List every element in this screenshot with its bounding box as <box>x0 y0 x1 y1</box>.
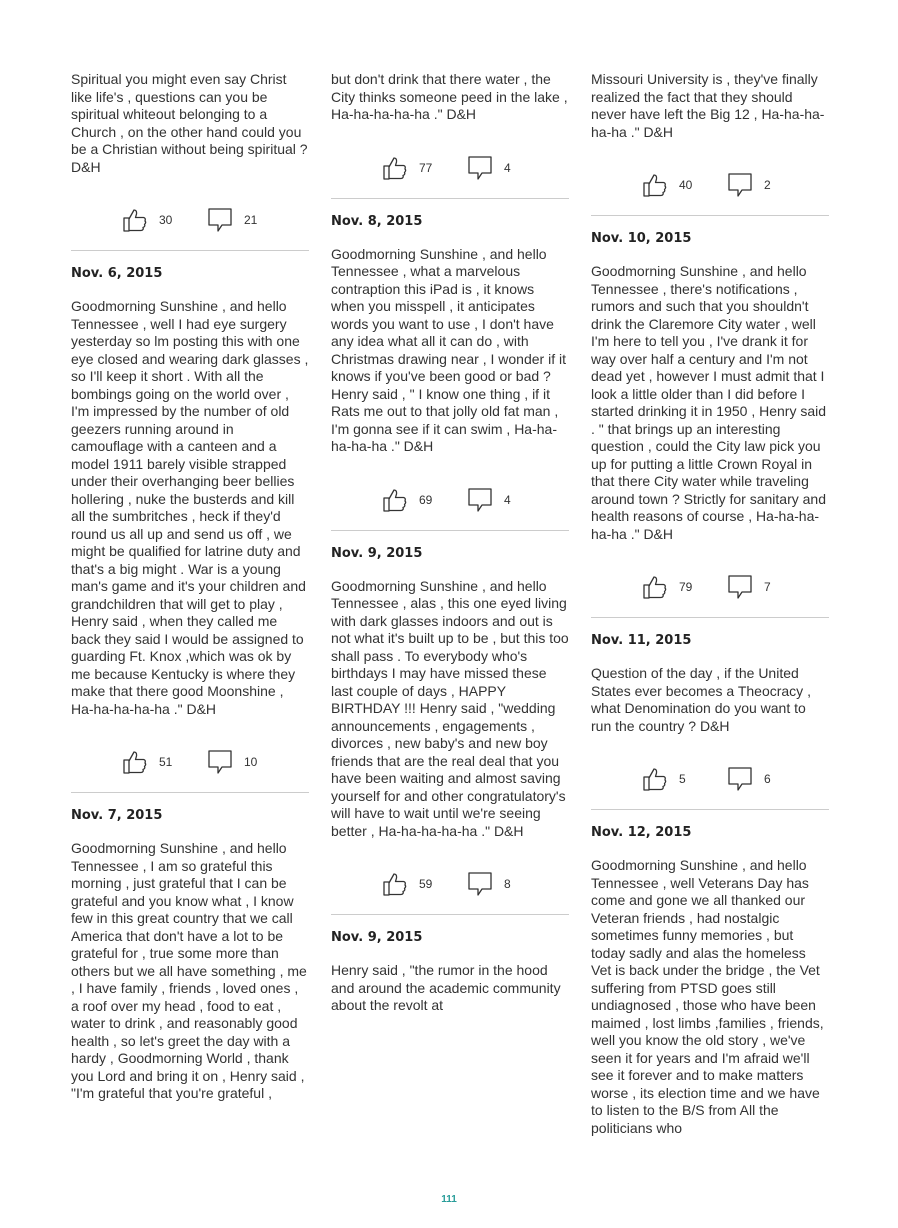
post-text: Henry said , "the rumor in the hood and around the academic community about the revolt at <box>331 962 561 1013</box>
post-date: Nov. 10, 2015 <box>591 231 692 246</box>
post-date: Nov. 12, 2015 <box>591 825 692 840</box>
like-count: 5 <box>679 772 686 786</box>
comment-count: 4 <box>504 492 511 507</box>
reaction-bar <box>591 765 829 810</box>
thumbs-up-icon <box>382 487 408 513</box>
thumbs-up-icon <box>382 871 408 897</box>
comment-count: 10 <box>244 755 258 769</box>
post-text: Goodmorning Sunshine , and hello Tennessee , I am so grateful this morning , just grateful that I can be grateful and you know what , I know few in this great country that we call America that don't have a lot to be grateful for , true some more than others but we all have something , me , I have family , friends , loved ones , a roof over my head , food to eat , water to drink , and reasonably good health , so let's greet the day with a hardy , Goodmorning World , thank you Lord and bring it on , Henry said , "I'm grateful that you're grateful , <box>71 840 307 1101</box>
post-date: Nov. 9, 2015 <box>331 930 423 945</box>
like-button[interactable] <box>122 749 173 775</box>
post-text: Goodmorning Sunshine , and hello Tennessee , what a marvelous contraption this iPad is , it knows when you misspell , it anticipates words you want to use , I don't have any idea what all it can do , with Christmas drawing near , I wonder if it knows if you've been good or bad ? Henry said , " I know one thing , if it Rats me out to that jolly old fat man , I'm gonna see if it can swim , Ha-ha-ha-ha-ha ." D&H <box>331 245 566 454</box>
comment-button[interactable] <box>467 871 518 897</box>
speech-bubble-icon <box>467 871 493 897</box>
like-count: 30 <box>159 213 173 227</box>
comment-button[interactable] <box>727 574 778 600</box>
post-date: Nov. 6, 2015 <box>71 266 163 281</box>
speech-bubble-icon <box>467 487 493 513</box>
comment-button[interactable] <box>467 487 518 513</box>
post-text: Goodmorning Sunshine , and hello Tennessee , there's notifications , rumors and such that you shouldn't drink the Claremore City water , well I'm here to tell you , I've drank it for way over half a century and I'm not dead yet , however I must admit that I look a little older than I did before I started drinking it in 1950 , Henry said . " that brings up an interesting question , could the City law pick you up for putting a little Crown Royal in that there City water while traveling around town ? Strictly for sanitary and health reasons of course , Ha-ha-ha-ha-ha ." D&H <box>591 263 827 542</box>
reaction-bar <box>331 154 569 199</box>
post-text: Goodmorning Sunshine , and hello Tennessee , well Veterans Day has come and gone we all thanked our Veteran friends , had nostalgic sometimes funny memories , but today sadly and alas the homeless Vet is back under the bridge , the Vet suffering from PTSD goes still undiagnosed , those who have been maimed , lost limbs ,families , friends, well you know the old story , we've seen it for years and I'm afraid we'll see it forever and to make matters worse , its election time and we have to listen to the B/S from All the politicians who <box>591 857 824 1136</box>
comment-button[interactable] <box>207 207 258 233</box>
column-1 <box>71 71 309 1103</box>
page-number: 111 <box>441 1194 457 1205</box>
comment-count: 6 <box>764 772 771 786</box>
post-date: Nov. 11, 2015 <box>591 633 692 648</box>
reaction-bar <box>71 206 309 251</box>
like-count: 69 <box>419 492 433 507</box>
reaction-bar <box>331 870 569 915</box>
post-date: Nov. 9, 2015 <box>331 545 423 561</box>
post-date: Nov. 7, 2015 <box>71 808 163 823</box>
thumbs-up-icon <box>642 172 668 198</box>
like-count: 79 <box>679 580 693 594</box>
post-text: Missouri University is , they've finally realized the fact that they should never have left the Big 12 , Ha-ha-ha-ha-ha ." D&H <box>591 71 825 140</box>
post-text: Goodmorning Sunshine , and hello Tennessee , alas , this one eyed living with dark glasses indoors and out is not what it's built up to be , but this too shall pass . To everybody who's birthdays I may have missed these last couple of days , HAPPY BIRTHDAY !!! Henry said , "wedding announcements , engagements , divorces , new baby's and new boy friends that are the real deal that you have been waiting and almost saving yourself for and other congratulatory's will have to wait until we're seeing better , Ha-ha-ha-ha-ha ." D&H <box>331 577 569 839</box>
reaction-bar <box>331 486 569 531</box>
column-3 <box>591 71 829 1137</box>
comment-button[interactable] <box>467 155 518 181</box>
like-count: 51 <box>159 755 173 769</box>
comment-button[interactable] <box>727 172 778 198</box>
post-text: Goodmorning Sunshine , and hello Tennessee , well I had eye surgery yesterday so lm posting this with one eye closed and wearing dark glasses , so I'll keep it short . With all the bombings going on the world over , I'm impressed by the number of old geezers running around in camouflage with a canteen and a model 1911 barely visible strapped under their overhanging beer bellies hollering , nuke the busterds and kill all the sumbritches , heck if they'd round us all up and send us off , we might be qualified for latrine duty and that's a big might . War is a young man's game and it's your children and grandchildren that will get to play , Henry said , when they called me back they said I would be assigned to guarding Ft. Knox ,which was ok by me because Kentucky is where they make that there good Moonshine , Ha-ha-ha-ha-ha ." D&H <box>71 298 309 717</box>
comment-count: 21 <box>244 213 258 227</box>
like-button[interactable] <box>382 487 433 513</box>
reaction-bar <box>591 573 829 618</box>
comment-count: 4 <box>504 160 511 175</box>
speech-bubble-icon <box>727 766 753 792</box>
like-button[interactable] <box>642 574 693 600</box>
speech-bubble-icon <box>207 207 233 233</box>
like-count: 40 <box>679 178 693 192</box>
comment-count: 7 <box>764 580 771 594</box>
speech-bubble-icon <box>727 172 753 198</box>
comment-count: 8 <box>504 877 511 891</box>
thumbs-up-icon <box>642 766 668 792</box>
thumbs-up-icon <box>122 749 148 775</box>
like-button[interactable] <box>382 871 433 897</box>
like-button[interactable] <box>122 207 173 233</box>
speech-bubble-icon <box>467 155 493 181</box>
post-date: Nov. 8, 2015 <box>331 213 423 229</box>
like-count: 59 <box>419 877 433 891</box>
thumbs-up-icon <box>382 155 408 181</box>
like-count: 77 <box>419 160 433 175</box>
speech-bubble-icon <box>207 749 233 775</box>
reaction-bar <box>591 171 829 216</box>
post-text: Question of the day , if the United States ever becomes a Theocracy , what Denomination do you want to run the country ? D&H <box>591 665 811 734</box>
post-text: Spiritual you might even say Christ like life's , questions can you be spiritual whiteout belonging to a Church , on the other hand could you be a Christian without being spiritual ? D&H <box>71 71 308 175</box>
thumbs-up-icon <box>122 207 148 233</box>
speech-bubble-icon <box>727 574 753 600</box>
comment-button[interactable] <box>207 749 258 775</box>
comment-count: 2 <box>764 178 771 192</box>
post-text: but don't drink that there water , the City thinks someone peed in the lake , Ha-ha-ha-ha-ha ." D&H <box>331 71 568 122</box>
like-button[interactable] <box>382 155 433 181</box>
reaction-bar <box>71 748 309 793</box>
column-2 <box>331 71 569 1015</box>
thumbs-up-icon <box>642 574 668 600</box>
comment-button[interactable] <box>727 766 778 792</box>
like-button[interactable] <box>642 766 693 792</box>
like-button[interactable] <box>642 172 693 198</box>
